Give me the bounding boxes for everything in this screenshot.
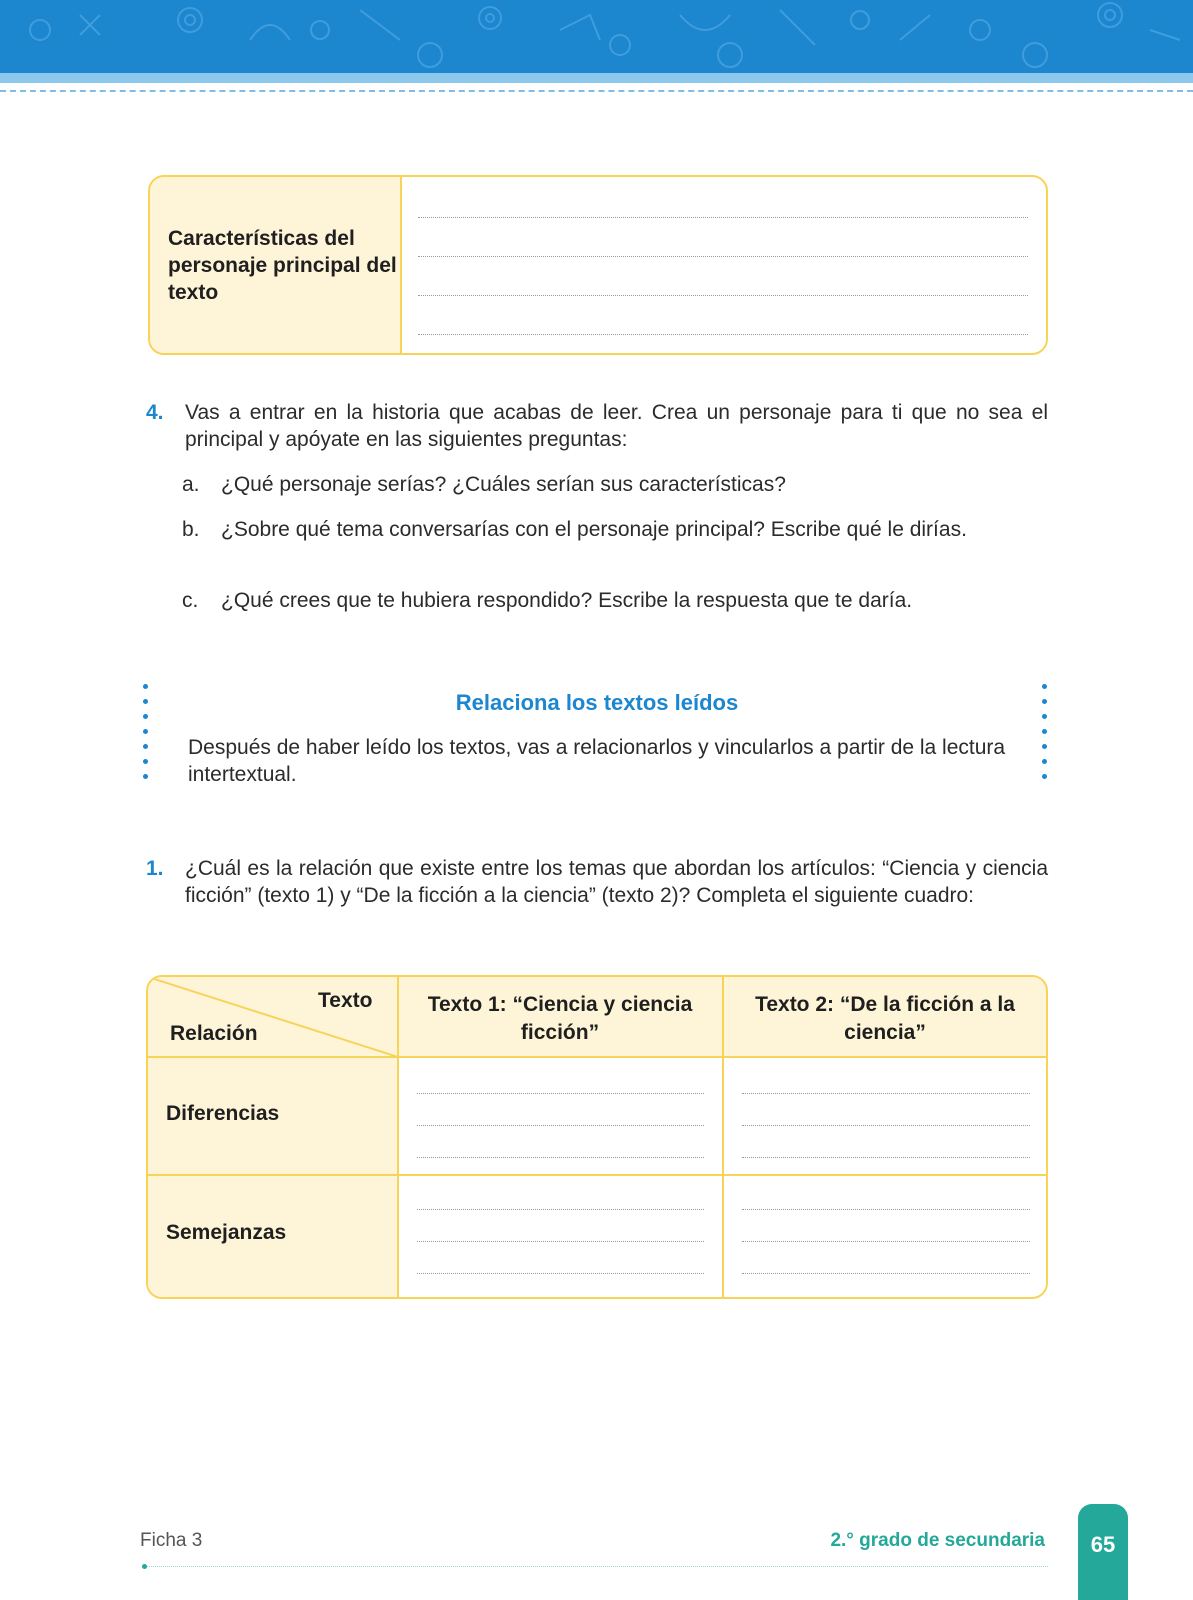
answer-cell-diferencias-texto-1[interactable] — [399, 1058, 722, 1174]
question-number: 1. — [146, 857, 164, 880]
section-description: Después de haber leído los textos, vas a relacionarlos y vincularlos a partir de la lectura intertextual. — [188, 736, 1006, 786]
question-text: ¿Cuál es la relación que existe entre los temas que abordan los artículos: “Ciencia y ciencia ficción” (texto 1) y “De la ficción a la ciencia” (texto 2)? Completa el siguiente cuadro: — [185, 857, 1048, 907]
item-letter: b. — [182, 518, 200, 541]
item-text: ¿Qué crees que te hubiera respondido? Escribe la respuesta que te daría. — [221, 589, 913, 612]
header-divider — [0, 90, 1193, 92]
section-title: Relaciona los textos leídos — [455, 690, 739, 715]
doodle-pattern-icon — [0, 0, 1193, 73]
footer-ficha: Ficha 3 — [140, 1530, 203, 1551]
relation-table — [146, 975, 1048, 1299]
footer-divider — [142, 1566, 1048, 1567]
answer-cell-semejanzas-texto-1[interactable] — [399, 1176, 722, 1297]
answer-cell-semejanzas-texto-2[interactable] — [724, 1176, 1048, 1297]
footer-dot — [142, 1564, 147, 1569]
header-banner — [0, 0, 1193, 73]
column-header-texto-1: Texto 1: “Ciencia y ciencia ficción” — [427, 993, 693, 1044]
question-1 — [146, 855, 1048, 909]
footer-grade: 2.° grado de secundaria — [830, 1530, 1045, 1551]
answer-line[interactable] — [418, 256, 1028, 257]
row-label-semejanzas: Semejanzas — [166, 1221, 287, 1244]
corner-label-relacion: Relación — [170, 1022, 258, 1045]
question-4-item-a — [182, 471, 1048, 498]
item-letter: a. — [182, 473, 200, 496]
question-4-item-c — [182, 587, 1048, 614]
answer-cell-diferencias-texto-2[interactable] — [724, 1058, 1048, 1174]
question-number: 4. — [146, 401, 164, 424]
question-4 — [146, 399, 1048, 453]
row-label-column — [148, 1057, 398, 1297]
item-text: ¿Sobre qué tema conversarías con el personaje principal? Escribe qué le dirías. — [221, 518, 967, 541]
character-box — [148, 175, 1048, 355]
answer-line[interactable] — [418, 295, 1028, 296]
answer-line[interactable] — [418, 334, 1028, 335]
column-header-texto-2: Texto 2: “De la ficción a la ciencia” — [755, 993, 1015, 1044]
character-box-label: Características del personaje principal del texto — [150, 177, 402, 353]
question-4-item-b — [182, 516, 1048, 543]
corner-label-texto: Texto — [318, 989, 373, 1012]
character-answer-area[interactable] — [402, 177, 1046, 353]
item-letter: c. — [182, 589, 199, 612]
answer-line[interactable] — [418, 217, 1028, 218]
page-number: 65 — [1078, 1504, 1128, 1600]
item-text: ¿Qué personaje serías? ¿Cuáles serían sus características? — [221, 473, 786, 496]
row-label-diferencias: Diferencias — [166, 1102, 280, 1125]
header-strip — [0, 73, 1193, 83]
question-text: Vas a entrar en la historia que acabas de leer. Crea un personaje para ti que no sea el principal y apóyate en las siguientes preguntas: — [185, 401, 1048, 451]
